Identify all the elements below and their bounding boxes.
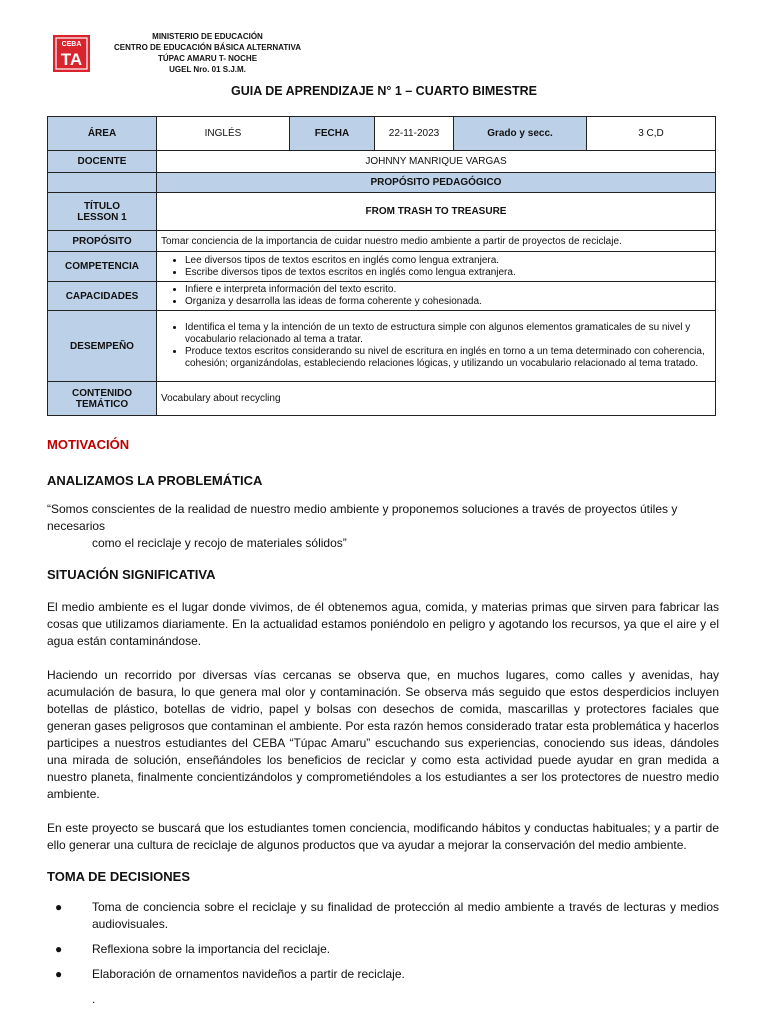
contenido-label [48,382,157,416]
desempeno-list [161,322,711,370]
fecha-label: FECHA [290,117,375,151]
list-item-text: Reflexiona sobre la importancia del reciclaje. [92,942,331,956]
paragraph: Haciendo un recorrido por diversas vías cercanas se observa que, en muchos lugares, como calles y avenidas, hay acumulación de basura, lo que genera mal olor y contaminación. Se observa más seguido que estos desperdicios incluyen botellas de plástico, botellas de vidrio, papel y bolsas con desechos de comida, mascarillas y protectores faciales que generan gases peligrosos que contaminan el ambiente. Por esta razón hemos considerado tratar esta problemática y hacerlos participes a nuestros estudiantes del CEBA “Túpac Amaru” escuchando sus experiencias, conociendo sus ideas, dándoles una mirada de solución, enseñándoles los beneficios de reciclar y como esta actividad puede ayudar en gran medida a nuestro planeta, finalmente concientizándolos y comprometiéndoles a los estudiantes a ser los protectores de nuestro medio ambiente. [47,668,719,801]
titulo-value: FROM TRASH TO TREASURE [157,193,716,231]
grado-value: 3 C,D [587,117,716,151]
list-item [47,966,719,983]
list-item: • Infiere e interpreta información del texto escrito. [185,284,711,296]
fecha-value: 22-11-2023 [375,117,454,151]
institution-line: TÚPAC AMARU T- NOCHE [157,54,258,63]
decisiones-list [47,899,719,983]
contenido-label-line: TEMÁTICO [75,398,129,410]
proposito-value: Tomar conciencia de la importancia de cuidar nuestro medio ambiente a partir de proyectos de reciclaje. [157,231,716,252]
list-item: • Escribe diversos tipos de textos escritos en inglés como lengua extranjera. [185,267,711,279]
quote-line: “Somos conscientes de la realidad de nuestro medio ambiente y proponemos soluciones a través de proyectos útiles y necesarios [47,502,678,533]
situacion-heading: SITUACIÓN SIGNIFICATIVA [47,567,216,582]
list-item: • Produce textos escritos considerando su nivel de escritura en inglés en torno a un tema determinado con coherencia, cohesión; organizándolas, estableciendo relaciones lógicas, y utilizando un vocabulario relacionado al tema tratado. [185,346,711,370]
quote-block [47,501,719,552]
competencia-cell [157,252,716,282]
desempeno-label: DESEMPEÑO [48,311,157,382]
list-item [47,941,719,958]
competencia-list [161,255,711,279]
institution-line: UGEL Nro. 01 S.J.M. [169,65,246,74]
proposito-label: PROPÓSITO [48,231,157,252]
grado-label: Grado y secc. [454,117,587,151]
capacidades-label: CAPACIDADES [48,282,157,311]
titulo-label [48,193,157,231]
titulo-label-line: LESSON 1 [77,211,127,223]
proposito-pedagogico-header: PROPÓSITO PEDAGÓGICO [157,173,716,193]
list-item: • Organiza y desarrolla las ideas de forma coherente y cohesionada. [185,296,711,308]
logo-text-main: TA [60,50,83,69]
institution-line: CENTRO DE EDUCACIÓN BÁSICA ALTERNATIVA [114,43,301,52]
area-value: INGLÉS [157,117,290,151]
capacidades-cell [157,282,716,311]
area-label: ÁREA [48,117,157,151]
bullet-icon: ● [55,942,63,956]
list-item: • Identifica el tema y la intención de un texto de estructura simple con algunos elementos gramaticales de su nivel y vocabulario relacionado al tema a tratar. [185,322,711,346]
paragraph: El medio ambiente es el lugar donde vivimos, de él obtenemos agua, comida, y materias primas que sirven para fabricar las cosas que utilizamos diariamente. En la actualidad estamos poniéndolo en peligro y agotando los recursos, ya que el aire y el agua están contaminándose. [47,600,719,648]
analizamos-heading: ANALIZAMOS LA PROBLEMÁTICA [47,473,263,488]
competencia-label: COMPETENCIA [48,252,157,282]
docente-value: JOHNNY MANRIQUE VARGAS [157,151,716,173]
list-item-text: Toma de conciencia sobre el reciclaje y su finalidad de protección al medio ambiente a través de lecturas y medios audiovisuales. [92,900,719,931]
motivacion-heading: MOTIVACIÓN [47,437,130,452]
list-item [47,899,719,933]
contenido-label-line: CONTENIDO [72,387,132,399]
bullet-icon: ● [55,900,63,914]
titulo-label-line: TÍTULO [83,200,121,212]
paragraph: En este proyecto se buscará que los estudiantes tomen conciencia, modificando hábitos y conductas habituales; y a partir de ello generar una cultura de reciclaje de algunos productos que va ayudar a mejorar la conservación del medio ambiente. [47,821,719,852]
ceba-logo [53,35,90,72]
toma-heading: TOMA DE DECISIONES [47,869,191,884]
quote-line: como el reciclaje y recojo de materiales sólidos” [92,536,347,550]
institution-line: MINISTERIO DE EDUCACIÓN [152,32,263,41]
blank-cell [48,173,157,193]
document-title: GUIA DE APRENDIZAJE N° 1 – CUARTO BIMESTRE [231,84,537,98]
trailing-mark: . [92,992,96,1006]
list-item: • Lee diversos tipos de textos escritos en inglés como lengua extranjera. [185,255,711,267]
institution-block [90,31,325,75]
desempeno-cell [157,311,716,382]
info-table [47,116,716,416]
bullet-icon: ● [55,967,63,981]
contenido-value: Vocabulary about recycling [157,382,716,416]
body-content [47,436,719,1008]
logo-text-top: CEBA [61,41,82,48]
capacidades-list [161,284,711,308]
list-item-text: Elaboración de ornamentos navideños a partir de reciclaje. [92,967,405,981]
docente-label: DOCENTE [48,151,157,173]
